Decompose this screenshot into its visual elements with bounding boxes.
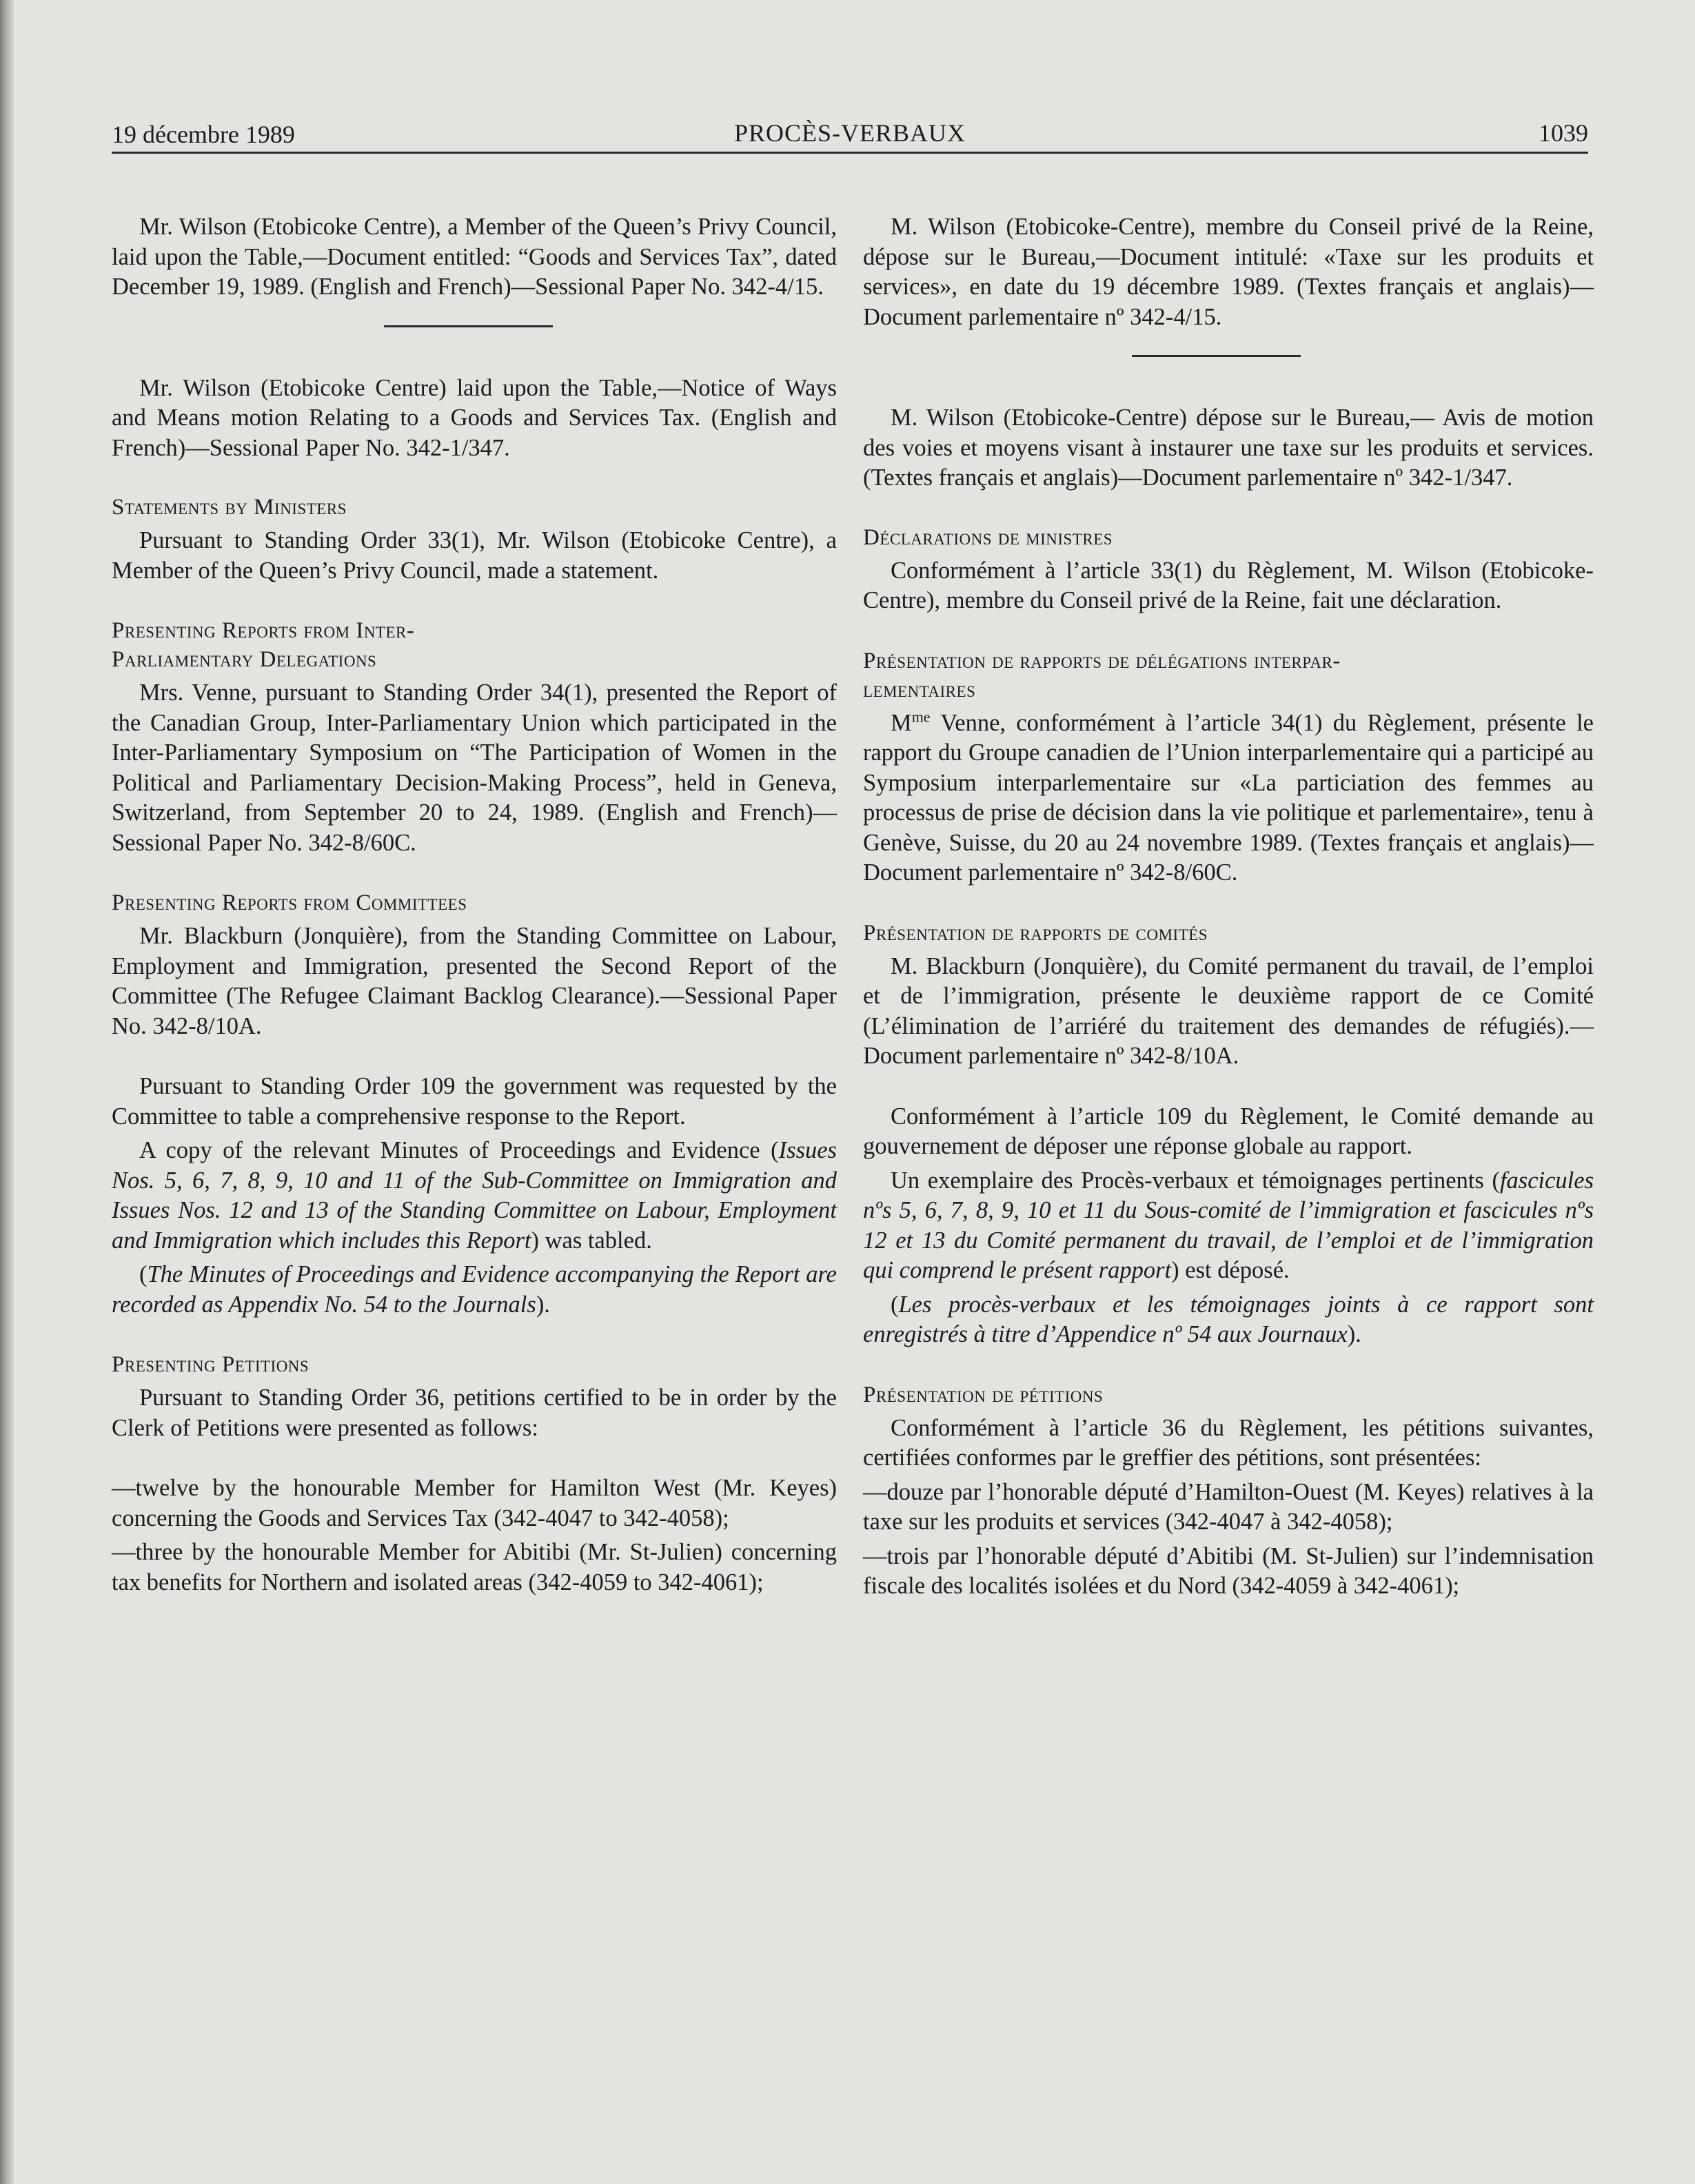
paragraph-petitions-intro-fr: Conformément à l’article 36 du Règlement, les pétitions suivantes, certifiées conformes par le greffier des pétitions, sont présentées:	[863, 1414, 1594, 1471]
heading-interparliamentary-line1-fr: Présentation de rapports de délégations interpar-	[863, 648, 1341, 673]
italic-appendix-reference: The Minutes of Proceedings and Evidence accompanying the Report are recorded as Appendix No. 54 to the Journals	[112, 1261, 837, 1318]
italic-appendix-reference-fr: Les procès-verbaux et les témoignages joints à ce rapport sont enregistrés à titre d’Appendice nº 54 aux Journaux	[863, 1291, 1594, 1347]
header-page-number: 1039	[1539, 119, 1588, 147]
heading-interparliamentary-line2: Parliamentary Delegations	[112, 647, 377, 672]
paragraph-petitions-intro: Pursuant to Standing Order 36, petitions certified to be in order by the Clerk of Petitions were presented as follows:	[112, 1385, 837, 1441]
heading-statements-by-ministers-fr: Déclarations de ministres	[863, 524, 1113, 550]
paragraph-interparliamentary-report: Mrs. Venne, pursuant to Standing Order 34(1), presented the Report of the Canadian Group, Inter-Parliamentary Union which participated in the Inter-Parliamentary Symposium on “The Participation of Women in the Political and Parliamentary Decision-Making Process”, held in Geneva, Switzerland, from September 20 to 24, 1989. (English and French)—Sessional Paper No. 342-8/60C.	[112, 680, 837, 856]
italic-issues-reference-fr: fascicules nºs 5, 6, 7, 8, 9, 10 et 11 du Sous-comité de l’immigration et fascicules nºs 12 et 13 du Comité permanent du travail, de l’emploi et de l’immigration qui comprend le présent rapport	[863, 1167, 1594, 1283]
heading-statements-by-ministers: Statements by Ministers	[112, 495, 347, 520]
paragraph-goods-tax-document: Mr. Wilson (Etobicoke Centre), a Member of the Queen’s Privy Council, laid upon the Table,—Document entitled: “Goods and Services Tax”, dated December 19, 1989. (English and French)—Sessional Paper No. 342-4/15.	[112, 214, 837, 300]
paragraph-ways-means-notice: Mr. Wilson (Etobicoke Centre) laid upon the Table,—Notice of Ways and Means motion Relating to a Goods and Services Tax. (English and French)—Sessional Paper No. 342-1/347.	[112, 374, 837, 461]
paragraph-blackburn-report-fr: M. Blackburn (Jonquière), du Comité permanent du travail, de l’emploi et de l’immigration, présente le deuxième rapport de ce Comité (L’élimination de l’arriéré du traitement des demandes de réfugiés).—Document parlementaire nº 342-8/10A.	[863, 952, 1594, 1069]
heading-interparliamentary-line1: Presenting Reports from Inter-	[112, 618, 415, 643]
paragraph-appendix-note: (The Minutes of Proceedings and Evidence accompanying the Report are recorded as Appendix No. 54 to the Journals).	[112, 1261, 837, 1318]
paragraph-ways-means-notice-fr: M. Wilson (Etobicoke-Centre) dépose sur le Bureau,— Avis de motion des voies et moyens visant à instaurer une taxe sur les produits et services. (Textes français et anglais)—Document parlementaire nº 342-1/347.	[863, 405, 1594, 491]
heading-presenting-petitions-fr: Présentation de pétitions	[863, 1382, 1104, 1407]
paragraph-minutes-copy-fr: Un exemplaire des Procès-verbaux et témoignages pertinents (fascicules nºs 5, 6, 7, 8, 9, 10 et 11 du Sous-comité de l’immigration et fascicules nºs 12 et 13 du Comité permanent du travail, de l’emploi et de l’immigration qui comprend le présent rapport) est déposé.	[863, 1167, 1594, 1283]
paragraph-standing-order-109: Pursuant to Standing Order 109 the government was requested by the Committee to table a comprehensive response to the Report.	[112, 1073, 837, 1130]
paragraph-interparliamentary-report-fr: $M^{me}$ Venne, conformément à l’article 34(1) du Règlement, présente le rapport du Groupe canadien de l’Union interparlementaire qui a participé au Symposium interparlementaire sur «La particiation des femmes au processus de prise de décision dans la vie politique et parlementaire», tenu à Genève, Suisse, du 20 au 24 novembre 1989. (Textes français et anglais)—Document parlementaire nº 342-8/60C.	[863, 708, 1594, 886]
paragraph-petition-abitibi-fr: —trois par l’honorable député d’Abitibi (M. St-Julien) sur l’indemnisation fiscale des localités isolées et du Nord (342-4059 à 342-4061);	[863, 1542, 1594, 1599]
paragraph-standing-order-109-fr: Conformément à l’article 109 du Règlement, le Comité demande au gouvernement de déposer une réponse globale au rapport.	[863, 1103, 1594, 1159]
heading-reports-from-committees: Presenting Reports from Committees	[112, 890, 467, 915]
paragraph-petition-hamilton-fr: —douze par l’honorable député d’Hamilton-Ouest (M. Keyes) relatives à la taxe sur les produits et services (342-4047 à 342-4058);	[863, 1478, 1594, 1535]
paragraph-goods-tax-document-fr: M. Wilson (Etobicoke-Centre), membre du Conseil privé de la Reine, dépose sur le Bureau,—Document intitulé: «Taxe sur les produits et services», en date du 19 décembre 1989. (Textes français et anglais)—Document parlementaire nº 342-4/15.	[863, 214, 1594, 330]
header-date: 19 décembre 1989	[112, 121, 295, 148]
header-title: PROCÈS-VERBAUX	[733, 119, 966, 147]
paragraph-statements-fr: Conformément à l’article 33(1) du Règlement, M. Wilson (Etobicoke-Centre), membre du Conseil privé de la Reine, fait une déclaration.	[863, 557, 1594, 613]
english-column	[112, 212, 837, 1598]
paragraph-petition-abitibi: —three by the honourable Member for Abitibi (Mr. St-Julien) concerning tax benefits for Northern and isolated areas (342-4059 to 342-4061);	[112, 1539, 837, 1595]
paragraph-petition-hamilton: —twelve by the honourable Member for Hamilton West (Mr. Keyes) concerning the Goods and Services Tax (342-4047 to 342-4058);	[112, 1475, 837, 1531]
page-header	[112, 116, 1588, 154]
paragraph-statements: Pursuant to Standing Order 33(1), Mr. Wilson (Etobicoke Centre), a Member of the Queen’s Privy Council, made a statement.	[112, 527, 837, 584]
heading-reports-from-committees-fr: Présentation de rapports de comités	[863, 920, 1208, 946]
french-column	[863, 212, 1594, 1602]
paragraph-minutes-copy: A copy of the relevant Minutes of Proceedings and Evidence (Issues Nos. 5, 6, 7, 8, 9, 10 and 11 of the Sub-Committee on Immigration and Issues Nos. 12 and 13 of the Standing Committee on Labour, Employment and Immigration which includes this Report) was tabled.	[112, 1137, 837, 1254]
paragraph-blackburn-report: Mr. Blackburn (Jonquière), from the Standing Committee on Labour, Employment and Immigration, presented the Second Report of the Committee (The Refugee Claimant Backlog Clearance).—Sessional Paper No. 342-8/10A.	[112, 923, 837, 1039]
heading-presenting-petitions: Presenting Petitions	[112, 1352, 309, 1377]
heading-interparliamentary-line2-fr: lementaires	[863, 677, 976, 702]
paragraph-appendix-note-fr: (Les procès-verbaux et les témoignages joints à ce rapport sont enregistrés à titre d’Appendice nº 54 aux Journaux).	[863, 1291, 1594, 1347]
italic-issues-reference: Issues Nos. 5, 6, 7, 8, 9, 10 and 11 of the Sub-Committee on Immigration and Issues Nos. 12 and 13 of the Standing Committee on Labour, Employment and Immigration which includes this Report	[112, 1137, 837, 1254]
